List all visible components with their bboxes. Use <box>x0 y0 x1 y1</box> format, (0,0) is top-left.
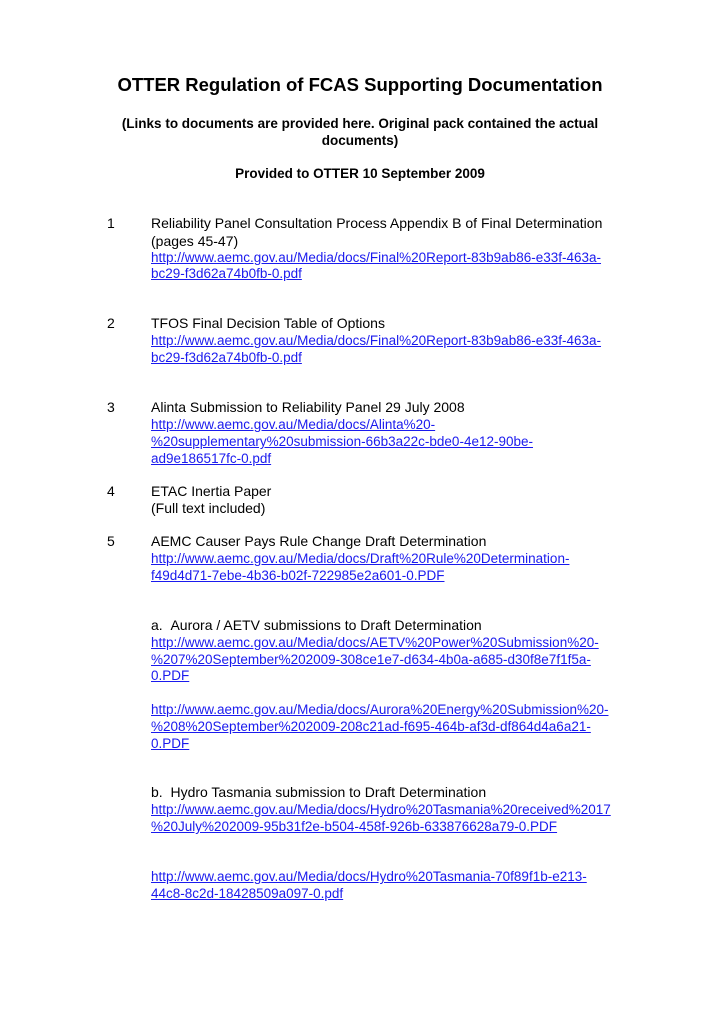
sub-a-link-2-cont[interactable]: %208%20September%202009-208c21ad-f695-464b-af3d-df864d4a6a21- <box>151 719 591 734</box>
item-number-5: 5 <box>107 533 115 549</box>
sub-b-link-2[interactable]: http://www.aemc.gov.au/Media/docs/Hydro%20Tasmania-70f89f1b-e213- <box>151 869 587 884</box>
sub-a-link-2-cont-2[interactable]: 0.PDF <box>151 736 190 751</box>
sub-item-b-title: b. Hydro Tasmania submission to Draft Determination <box>151 784 487 800</box>
item-number-1: 1 <box>107 215 115 231</box>
item-3-link-cont[interactable]: %20supplementary%20submission-66b3a22c-bde0-4e12-90be- <box>151 434 533 449</box>
sub-a-link-2[interactable]: http://www.aemc.gov.au/Media/docs/Aurora%20Energy%20Submission%20- <box>151 702 609 717</box>
sub-a-link-1-cont-2[interactable]: 0.PDF <box>151 668 190 683</box>
sub-a-link-1[interactable]: http://www.aemc.gov.au/Media/docs/AETV%20Power%20Submission%20- <box>151 635 599 650</box>
sub-item-a-title: a. Aurora / AETV submissions to Draft Determination <box>151 617 482 633</box>
item-2-title: TFOS Final Decision Table of Options <box>151 315 385 331</box>
item-1-link[interactable]: http://www.aemc.gov.au/Media/docs/Final%20Report-83b9ab86-e33f-463a- <box>151 250 602 265</box>
sub-a-link-1-cont[interactable]: %207%20September%202009-308ce1e7-d634-4b0a-a685-d30f8e7f1f5a- <box>151 652 591 667</box>
item-2-link[interactable]: http://www.aemc.gov.au/Media/docs/Final%20Report-83b9ab86-e33f-463a- <box>151 333 602 348</box>
item-1-title: Reliability Panel Consultation Process Appendix B of Final Determination <box>151 215 603 231</box>
document-title: OTTER Regulation of FCAS Supporting Documentation <box>117 74 603 95</box>
provided-date: Provided to OTTER 10 September 2009 <box>235 166 485 181</box>
note-line-2: documents) <box>321 133 399 148</box>
item-4-note: (Full text included) <box>151 500 266 516</box>
item-number-4: 4 <box>107 483 115 499</box>
note-line-1: (Links to documents are provided here. Original pack contained the actual <box>121 116 599 131</box>
item-5-link-cont[interactable]: f49d4d71-7ebe-4b36-b02f-722985e2a601-0.PDF <box>151 568 445 583</box>
sub-b-link-2-cont[interactable]: 44c8-8c2d-18428509a097-0.pdf <box>151 886 344 901</box>
item-3-link[interactable]: http://www.aemc.gov.au/Media/docs/Alinta%20- <box>151 417 436 432</box>
item-number-3: 3 <box>107 399 115 415</box>
item-3-title: Alinta Submission to Reliability Panel 29 July 2008 <box>151 399 465 415</box>
sub-b-link-1[interactable]: http://www.aemc.gov.au/Media/docs/Hydro%20Tasmania%20received%2017 <box>151 802 611 817</box>
item-1-pages: (pages 45-47) <box>151 233 239 249</box>
item-2-link-cont[interactable]: bc29-f3d62a74b0fb-0.pdf <box>151 350 302 365</box>
item-5-title: AEMC Causer Pays Rule Change Draft Determination <box>151 533 487 549</box>
item-5-link[interactable]: http://www.aemc.gov.au/Media/docs/Draft%20Rule%20Determination- <box>151 551 570 566</box>
item-1-link-cont[interactable]: bc29-f3d62a74b0fb-0.pdf <box>151 266 302 281</box>
item-3-link-cont-2[interactable]: ad9e186517fc-0.pdf <box>151 451 272 466</box>
item-number-2: 2 <box>107 315 115 331</box>
item-4-title: ETAC Inertia Paper <box>151 483 272 499</box>
sub-b-link-1-cont[interactable]: %20July%202009-95b31f2e-b504-458f-926b-633876628a79-0.PDF <box>151 819 558 834</box>
